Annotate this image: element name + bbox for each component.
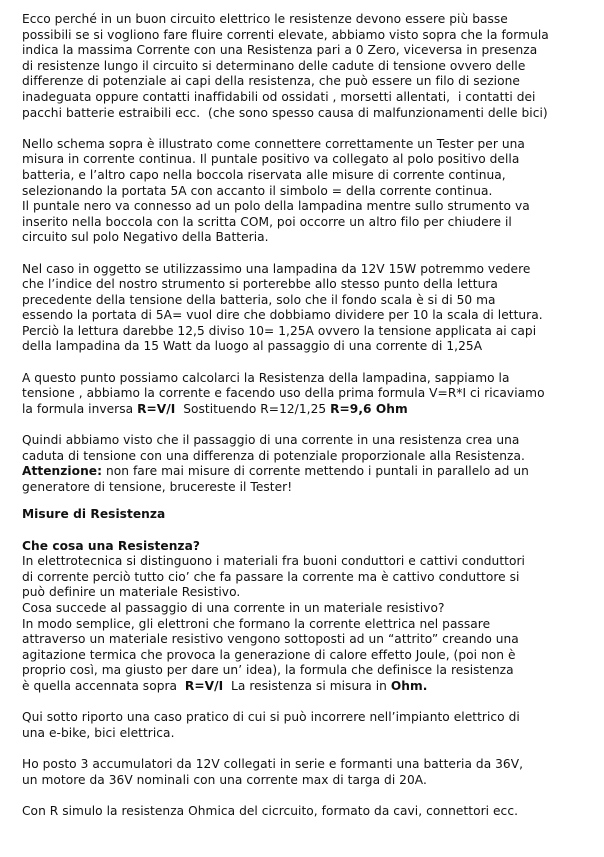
text-line: Con R simulo la resistenza Ohmica del cicrcuito, formato da cavi, connettori ecc. <box>22 803 518 818</box>
text-line: può definire un materiale Resistivo. <box>22 585 241 600</box>
paragraph-gap <box>22 695 590 711</box>
text-line: Qui sotto riporto una caso pratico di cui si può incorrere nell’impianto elettrico di <box>22 710 520 725</box>
text-line: precedente della tensione della batteria, solo che il fondo scala è si di 50 ma <box>22 292 496 307</box>
text-line <box>22 402 590 418</box>
paragraph-battery-setup <box>22 757 590 788</box>
paragraph-gap <box>22 355 590 371</box>
text-line: In elettrotecnica si distinguono i materiali fra buoni conduttori e cattivi conduttori <box>22 554 525 569</box>
paragraph-warning <box>22 433 590 495</box>
text-line: tensione , abbiamo la corrente e facendo uso della prima formula V=R*I ci ricaviamo <box>22 386 545 401</box>
text-line: caduta di tensione con una differenza di potenziale proporzionale alla Resistenza. <box>22 448 525 463</box>
text-line: selezionando la portata 5A con accanto il simbolo = della corrente continua. <box>22 183 493 198</box>
text-line: di resistenze lungo il circuito si determinano delle cadute di tensione ovvero delle <box>22 58 526 73</box>
text-line: misura in corrente continua. Il puntale positivo va collegato al polo positivo della <box>22 152 520 167</box>
formula-inverse: R=V/I <box>137 401 176 416</box>
text-line: una e-bike, bici elettrica. <box>22 725 175 740</box>
paragraph-tester-connection <box>22 137 590 246</box>
text-line: Cosa succede al passaggio di una corrente in un materiale resistivo? <box>22 600 445 615</box>
paragraph-resistance-definition <box>22 554 590 694</box>
formula-result: R=9,6 Ohm <box>330 401 408 416</box>
text-line: che l’indice del nostro strumento si porterebbe allo stesso punto della lettura <box>22 277 498 292</box>
text-line: proprio così, ma giusto per dare un’ idea), la formula che definisce la resistenza <box>22 663 514 678</box>
text-line: Nello schema sopra è illustrato come connettere correttamente un Tester per una <box>22 136 525 151</box>
subsection-heading: Che cosa una Resistenza? <box>22 538 200 553</box>
text-line: pacchi batterie estraibili ecc. (che sono spesso causa di malfunzionamenti delle bici) <box>22 105 548 120</box>
paragraph-gap <box>22 741 590 757</box>
text-run: Sostituendo R=12/1,25 <box>175 401 331 416</box>
paragraph-resistance-calc <box>22 371 590 418</box>
text-line: In modo semplice, gli elettroni che formano la corrente elettrica nel passare <box>22 616 491 631</box>
text-line: Il puntale nero va connesso ad un polo della lampadina mentre sullo strumento va <box>22 199 530 214</box>
text-line: Quindi abbiamo visto che il passaggio di una corrente in una resistenza crea una <box>22 433 520 448</box>
text-line: della lampadina da 15 Watt da luogo al passaggio di una corrente di 1,25A <box>22 339 483 354</box>
paragraph-gap <box>22 495 590 507</box>
text-line: possibili se si vogliono fare fluire correnti elevate, abbiamo visto sopra che la formula <box>22 27 549 42</box>
text-line: generatore di tensione, brucereste il Tester! <box>22 479 293 494</box>
text-line <box>22 679 590 695</box>
text-line: di corrente perciò tutto cio’ che fa passare la corrente ma è cattivo conduttore si <box>22 569 520 584</box>
text-line: batteria, e l’altro capo nella boccola riservata alle misure di corrente continua, <box>22 167 506 182</box>
text-run: La resistenza si misura in <box>223 678 391 693</box>
paragraph-gap <box>22 246 590 262</box>
unit-ohm: Ohm. <box>390 678 428 693</box>
text-line: inadeguata oppure contatti inaffidabili od ossidati , morsetti allentati, i contatti dei <box>22 89 536 104</box>
paragraph-gap <box>22 788 590 804</box>
text-line: attraverso un materiale resistivo vengono sottoposti ad un “attrito” creando una <box>22 632 519 647</box>
paragraph-gap <box>22 121 590 137</box>
text-line: agitazione termica che provoca la generazione di calore effetto Joule, (poi non è <box>22 647 516 662</box>
text-line: indica la massima Corrente con una Resistenza pari a 0 Zero, viceversa in presenza <box>22 43 538 58</box>
text-run: non fare mai misure di corrente mettendo i puntali in parallelo ad un <box>102 464 529 479</box>
paragraph-ebike-case <box>22 710 590 741</box>
text-line: Ecco perché in un buon circuito elettrico le resistenze devono essere più basse <box>22 12 508 26</box>
warning-label: Attenzione: <box>22 464 103 479</box>
text-line <box>22 464 590 480</box>
paragraph-resistance-simulation <box>22 804 590 820</box>
formula-inverse: R=V/I <box>184 678 224 693</box>
text-line: differenze di potenziale ai capi della resistenza, che può essere un filo di sezione <box>22 74 520 89</box>
text-run: è quella accennata sopra <box>22 678 185 693</box>
text-line: un motore da 36V nominali con una corrente max di targa di 20A. <box>22 772 427 787</box>
text-line: Perciò la lettura darebbe 12,5 diviso 10= 1,25A ovvero la tensione applicata ai capi <box>22 323 537 338</box>
text-line: essendo la portata di 5A= vuol dire che dobbiamo dividere per 10 la scala di lettura. <box>22 308 543 323</box>
text-line: circuito sul polo Negativo della Batteria. <box>22 230 269 245</box>
section-heading: Misure di Resistenza <box>22 507 166 522</box>
text-line: Ho posto 3 accumulatori da 12V collegati in serie e formanti una batteria da 36V, <box>22 756 524 771</box>
text-line: Nel caso in oggetto se utilizzassimo una lampadina da 12V 15W potremmo vedere <box>22 261 531 276</box>
paragraph-lamp-reading <box>22 262 590 356</box>
paragraph-voltage-drops <box>22 12 590 121</box>
text-run: la formula inversa <box>22 401 138 416</box>
paragraph-gap <box>22 417 590 433</box>
paragraph-gap <box>22 523 590 539</box>
text-line: inserito nella boccola con la scritta COM, poi occorre un altro filo per chiudere il <box>22 214 512 229</box>
text-line: A questo punto possiamo calcolarci la Resistenza della lampadina, sappiamo la <box>22 370 510 385</box>
